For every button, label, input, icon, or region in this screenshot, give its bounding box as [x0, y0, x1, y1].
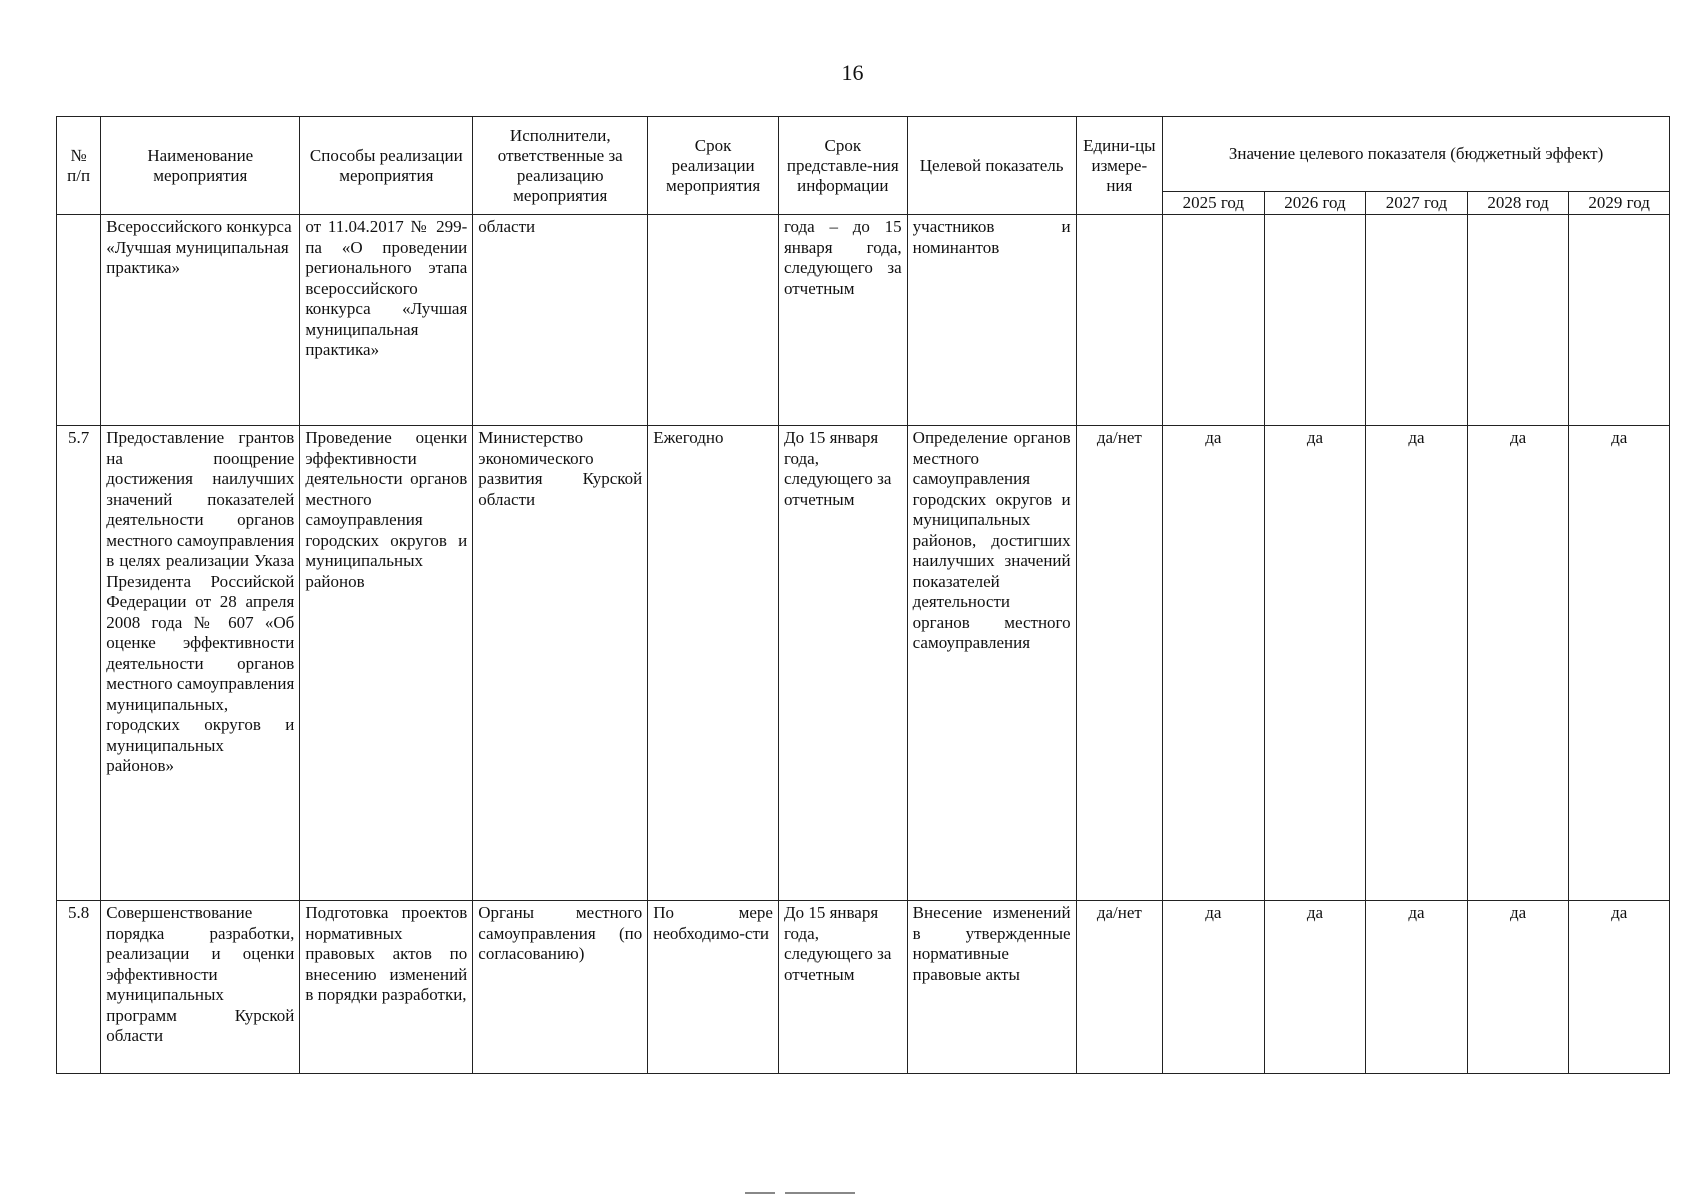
header-value-group: Значение целевого показателя (бюджетный эффект) [1163, 117, 1670, 192]
row-value: да [1467, 901, 1569, 1074]
row-report-term: До 15 января года, следующего за отчетным [778, 901, 907, 1074]
row-indicator: Определение органов местного самоуправления городских округов и муниципальных районов, достигших наилучших значений показателей деятельности органов местного самоуправления [907, 426, 1076, 901]
row-term: По мере необходимо-сти [648, 901, 779, 1074]
row-value: да [1366, 426, 1468, 901]
row-term: Ежегодно [648, 426, 779, 901]
table-row [57, 215, 1670, 426]
row-value: да [1569, 901, 1670, 1074]
measures-table [56, 116, 1670, 1074]
row-units: да/нет [1076, 426, 1162, 901]
table-row [57, 901, 1670, 1074]
row-name: Всероссийского конкурса «Лучшая муниципальная практика» [101, 215, 300, 426]
page-number: 16 [841, 60, 864, 85]
header-year: 2028 год [1467, 192, 1569, 215]
row-indicator: участников и номинантов [907, 215, 1076, 426]
header-name: Наименование мероприятия [101, 117, 300, 215]
row-units: да/нет [1076, 901, 1162, 1074]
header-indicator: Целевой показатель [907, 117, 1076, 215]
row-value: да [1163, 901, 1265, 1074]
header-row [57, 117, 1670, 192]
row-methods: Проведение оценки эффективности деятельности органов местного самоуправления городских округов и муниципальных районов [300, 426, 473, 901]
row-indicator: Внесение изменений в утвержденные нормативные правовые акты [907, 901, 1076, 1074]
row-value: да [1569, 426, 1670, 901]
row-name: Предоставление грантов на поощрение достижения наилучших значений показателей деятельности органов местного самоуправления в целях реализации Указа Президента Российской Федерации от 28 апреля 2008 года № 607 «Об оценке эффективности деятельности органов местного самоуправления муниципальных, городских округов и муниципальных районов» [101, 426, 300, 901]
header-units: Едини-цы измере-ния [1076, 117, 1162, 215]
header-methods: Способы реализации мероприятия [300, 117, 473, 215]
row-value [1467, 215, 1569, 426]
row-report-term: года – до 15 января года, следующего за отчетным [778, 215, 907, 426]
header-num: № п/п [57, 117, 101, 215]
row-units [1076, 215, 1162, 426]
scan-artifact [745, 1192, 775, 1194]
header-year: 2025 год [1163, 192, 1265, 215]
header-year: 2029 год [1569, 192, 1670, 215]
row-executors: Министерство экономического развития Курской области [473, 426, 648, 901]
row-num: 5.8 [57, 901, 101, 1074]
row-value: да [1467, 426, 1569, 901]
row-value [1366, 215, 1468, 426]
row-methods: от 11.04.2017 № 299-па «О проведении регионального этапа всероссийского конкурса «Лучшая муниципальная практика» [300, 215, 473, 426]
row-term [648, 215, 779, 426]
row-num [57, 215, 101, 426]
header-year: 2026 год [1264, 192, 1366, 215]
row-report-term: До 15 января года, следующего за отчетным [778, 426, 907, 901]
row-executors: Органы местного самоуправления (по согласованию) [473, 901, 648, 1074]
row-value [1163, 215, 1265, 426]
row-executors: области [473, 215, 648, 426]
header-term: Срок реализации мероприятия [648, 117, 779, 215]
row-num: 5.7 [57, 426, 101, 901]
row-value [1569, 215, 1670, 426]
table-row [57, 426, 1670, 901]
row-value: да [1264, 901, 1366, 1074]
header-executors: Исполнители, ответственные за реализацию мероприятия [473, 117, 648, 215]
header-year: 2027 год [1366, 192, 1468, 215]
scan-artifact [785, 1192, 855, 1194]
row-name: Совершенствование порядка разработки, реализации и оценки эффективности муниципальных программ Курской области [101, 901, 300, 1074]
row-value: да [1163, 426, 1265, 901]
row-value: да [1366, 901, 1468, 1074]
row-value: да [1264, 426, 1366, 901]
row-value [1264, 215, 1366, 426]
row-methods: Подготовка проектов нормативных правовых актов по внесению изменений в порядки разработки, [300, 901, 473, 1074]
header-report-term: Срок представле-ния информации [778, 117, 907, 215]
